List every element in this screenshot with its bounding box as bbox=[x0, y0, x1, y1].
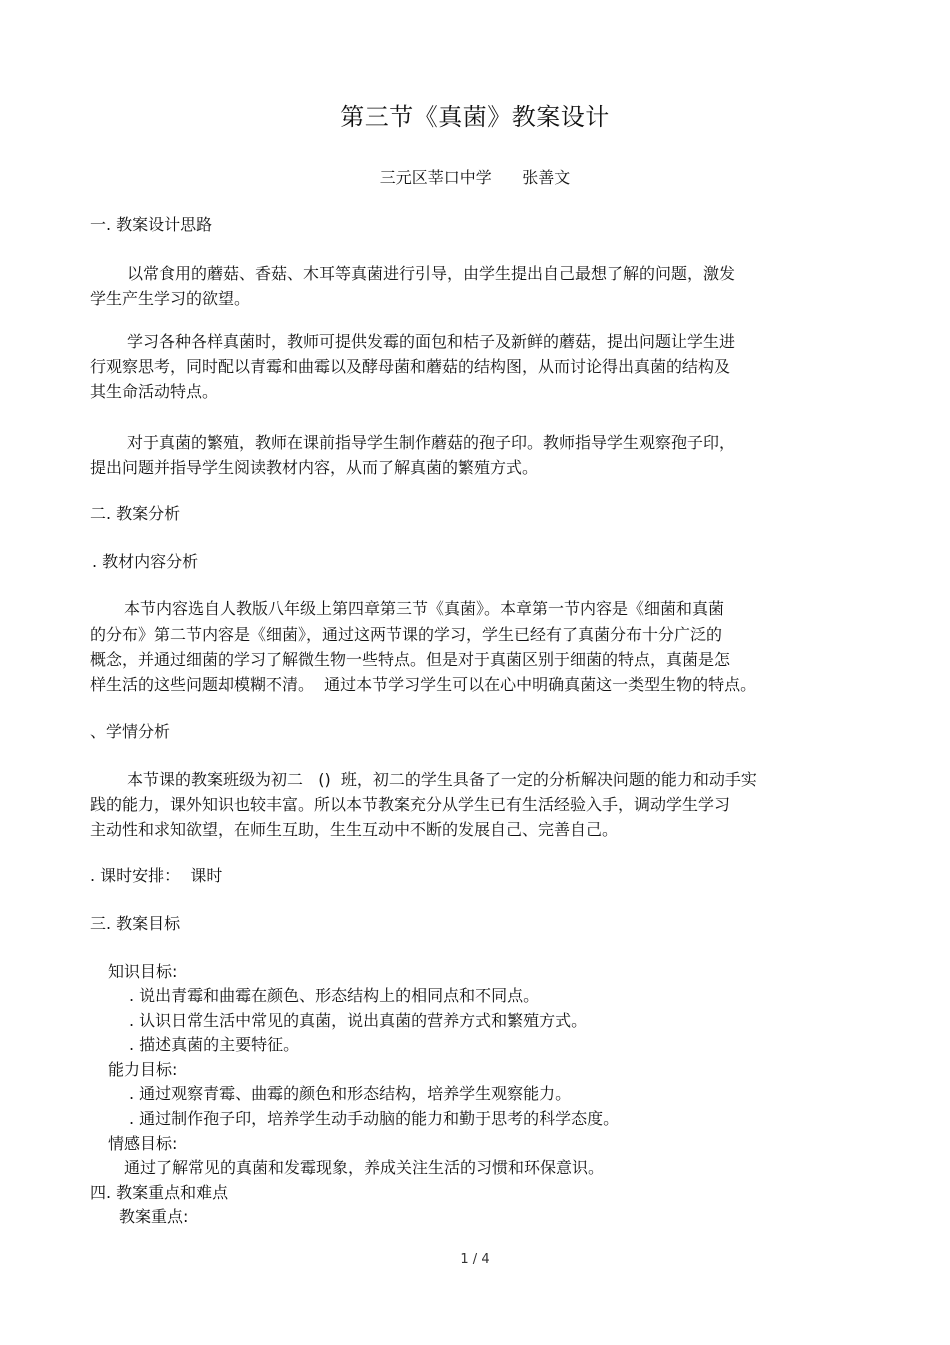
objective-item: . 说出青霉和曲霉在颜色、形态结构上的相同点和不同点。 bbox=[129, 986, 540, 1005]
paragraph-line: 践的能力，课外知识也较丰富。所以本节教案充分从学生已有生活经验入手，调动学生学习 bbox=[90, 795, 731, 814]
objective-category-ability: 能力目标: bbox=[108, 1060, 178, 1079]
objective-item: . 通过制作孢子印，培养学生动手动脑的能力和勤于思考的科学态度。 bbox=[129, 1109, 620, 1128]
section-heading-key-points: 四. 教案重点和难点 bbox=[90, 1183, 229, 1202]
page-number: 1 / 4 bbox=[460, 1252, 490, 1267]
objective-item: . 描述真菌的主要特征。 bbox=[129, 1035, 300, 1054]
paragraph-line: 本节课的教案班级为初二 () 班，初二的学生具备了一定的分析解决问题的能力和动手实 bbox=[127, 770, 757, 789]
objective-item: 通过了解常见的真菌和发霉现象，养成关注生活的习惯和环保意识。 bbox=[124, 1158, 605, 1177]
objective-item: . 通过观察青霉、曲霉的颜色和形态结构，培养学生观察能力。 bbox=[129, 1084, 572, 1103]
section-heading-analysis: 二. 教案分析 bbox=[90, 504, 181, 523]
subsection-heading-schedule: . 课时安排： 课时 bbox=[90, 866, 223, 885]
objective-category-knowledge: 知识目标: bbox=[108, 962, 178, 981]
document-author: 三元区莘口中学 张善文 bbox=[379, 168, 571, 187]
paragraph-line: 提出问题并指导学生阅读教材内容，从而了解真菌的繁殖方式。 bbox=[90, 458, 539, 477]
document-title: 第三节《真菌》教案设计 bbox=[340, 103, 610, 131]
paragraph-line: 学习各种各样真菌时，教师可提供发霉的面包和桔子及新鲜的蘑菇，提出问题让学生进 bbox=[127, 332, 736, 351]
paragraph-line: 本节内容选自人教版八年级上第四章第三节《真菌》。本章第一节内容是《细菌和真菌 bbox=[124, 599, 725, 618]
key-points-label: 教案重点: bbox=[119, 1207, 189, 1226]
paragraph-line: 对于真菌的繁殖，教师在课前指导学生制作蘑菇的孢子印。教师指导学生观察孢子印， bbox=[127, 433, 736, 452]
paragraph-line: 主动性和求知欲望，在师生互助，生生互动中不断的发展自己、完善自己。 bbox=[90, 820, 619, 839]
paragraph-line: 的分布》第二节内容是《细菌》，通过这两节课的学习，学生已经有了真菌分布十分广泛的 bbox=[90, 625, 723, 644]
objective-category-emotion: 情感目标: bbox=[108, 1134, 178, 1153]
paragraph-line: 概念，并通过细菌的学习了解微生物一些特点。但是对于真菌区别于细菌的特点，真菌是怎 bbox=[90, 650, 731, 669]
section-heading-design-idea: 一. 教案设计思路 bbox=[90, 215, 213, 234]
section-heading-objectives: 三. 教案目标 bbox=[90, 914, 181, 933]
paragraph-line: 行观察思考，同时配以青霉和曲霉以及酵母菌和蘑菇的结构图，从而讨论得出真菌的结构及 bbox=[90, 357, 731, 376]
paragraph-line: 以常食用的蘑菇、香菇、木耳等真菌进行引导，由学生提出自己最想了解的问题，激发 bbox=[127, 264, 736, 283]
paragraph-line: 学生产生学习的欲望。 bbox=[90, 289, 251, 308]
paragraph-line: 其生命活动特点。 bbox=[90, 382, 219, 401]
objective-item: . 认识日常生活中常见的真菌，说出真菌的营养方式和繁殖方式。 bbox=[129, 1011, 588, 1030]
subsection-heading-material: . 教材内容分析 bbox=[92, 552, 199, 571]
subsection-heading-students: 、学情分析 bbox=[90, 722, 171, 741]
paragraph-line: 样生活的这些问题却模糊不清。 通过本节学习学生可以在心中明确真菌这一类型生物的特点。 bbox=[90, 675, 757, 694]
